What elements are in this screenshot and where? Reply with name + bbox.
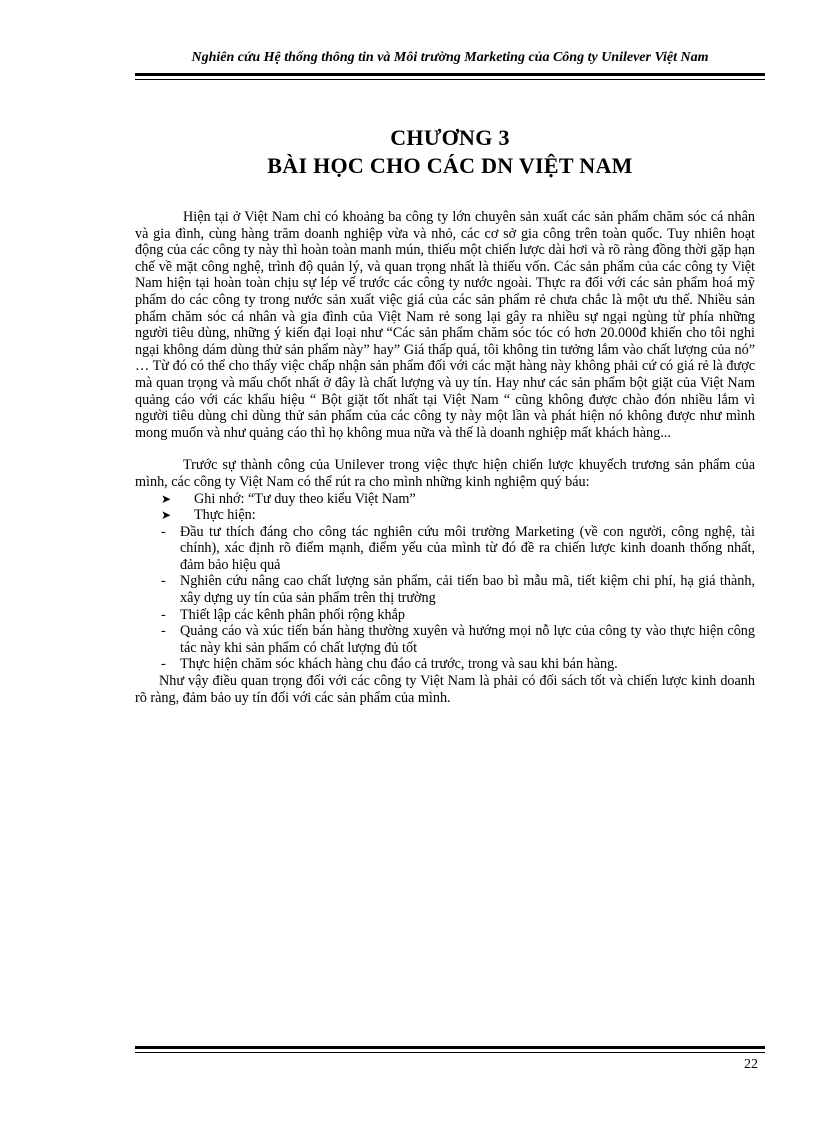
dash-item-text: Đầu tư thích đáng cho công tác nghiên cứu môi trường Marketing (về con người, công nghệ, tài chính), xác định rõ điểm mạnh, điểm yếu của mình từ đó đề ra chiến lược kinh doanh thống nhất, đảm bảo hiệu quả (180, 523, 755, 573)
paragraph: Hiện tại ở Việt Nam chỉ có khoảng ba công ty lớn chuyên sản xuất các sản phẩm chăm sóc cá nhân và gia đình, cùng hàng trăm doanh nghiệp vừa và nhỏ, các cơ sở gia công trên toàn quốc. Tuy nhiên hoạt động của các công ty này thì hoàn toàn manh mún, thiếu một chiến lược dài hơi và rõ ràng đồng thời gặp hạn chế về mặt công nghệ, trình độ quản lý, và quan trọng nhất là thiếu vốn. Các sản phẩm của các công ty Việt Nam hiện tại hoàn toàn chịu sự lép vế trước các công ty nước ngoài. Thực ra đối với các sản phẩm hoá mỹ phẩm do các công ty trong nước sản xuất việc giá của các sản phẩm rẻ chưa chắc là một ưu thế. Nhiều sản phẩm chăm sóc cá nhân và gia đình của Việt Nam rẻ song lại gây ra nhiều sự ngại ngùng từ phía những người tiêu dùng, những ý kiến đại loại như “Các sản phẩm chăm sóc tóc có hơn 20.000đ khiến cho tôi nghi ngại không dám dùng thử sản phẩm này” hay” Giá thấp quá, tôi không tin tưởng lắm vào chất lượng của nó” … Từ đó có thể cho thấy việc chấp nhận sản phẩm đối với các mặt hàng này không phải cứ có giá rẻ là được mà quan trọng và mấu chốt nhất ở đây là chất lượng và uy tín. Hay như các sản phẩm bột giặt của Việt Nam quảng cáo với các khẩu hiệu “ Bột giặt tốt nhất tại Việt Nam “ cũng không được chào đón nhiều lắm vì người tiêu dùng chỉ dùng thử sản phẩm của các công ty này một lần và phát hiện nó không được như mình mong muốn và như quảng cáo thì họ không mua nữa và thế là doanh nghiệp mất khách hàng... (135, 209, 755, 441)
dash-item (135, 656, 755, 673)
dash-bullet: - (161, 573, 166, 590)
dash-item (135, 573, 755, 606)
dash-bullet: - (161, 523, 166, 540)
closing-paragraph: Như vậy điều quan trọng đối với các công ty Việt Nam là phải có đối sách tốt và chiến lược kinh doanh rõ ràng, đảm bảo uy tín đối với các sản phẩm của mình. (135, 673, 755, 706)
dash-item-text: Thiết lập các kênh phân phối rộng khắp (180, 606, 405, 623)
footer-rule-thick (135, 1046, 765, 1049)
dash-item-text: Thực hiện chăm sóc khách hàng chu đáo cả trước, trong và sau khi bán hàng. (180, 656, 618, 673)
chapter-number: CHƯƠNG 3 (390, 125, 510, 150)
arrow-bullet-icon: ➤ (161, 508, 172, 523)
dash-item (135, 524, 755, 574)
dash-bullet: - (161, 623, 166, 640)
bullet-text: Ghi nhớ: “Tư duy theo kiểu Việt Nam” (194, 490, 416, 507)
header-rule-thin (135, 79, 765, 80)
chapter-title: BÀI HỌC CHO CÁC DN VIỆT NAM (267, 153, 633, 178)
document-body (135, 209, 755, 706)
dash-item (135, 607, 755, 624)
page-number: 22 (744, 1057, 758, 1072)
dash-bullet: - (161, 656, 166, 673)
dash-bullet: - (161, 606, 166, 623)
bullet-item (135, 507, 755, 524)
bullet-item (135, 491, 755, 508)
paragraph: Trước sự thành công của Unilever trong việc thực hiện chiến lược khuyếch trương sản phẩm của mình, các công ty Việt Nam có thể rút ra cho mình những kinh nghiệm quý báu: (135, 457, 755, 490)
footer-rule-thin (135, 1052, 765, 1053)
dash-item-text: Nghiên cứu nâng cao chất lượng sản phẩm, cải tiến bao bì mẫu mã, tiết kiệm chi phí, hạ giá thành, xây dựng uy tín của sản phẩm trên thị trường (180, 573, 755, 607)
dash-item-text: Quảng cáo và xúc tiến bán hàng thường xuyên và hướng mọi nỗ lực của công ty vào thực hiện công tác này khi sản phẩm có chất lượng đủ tốt (180, 623, 755, 656)
running-header: Nghiên cứu Hệ thống thông tin và Môi trường Marketing của Công ty Unilever Việt Nam (191, 50, 709, 65)
bullet-text: Thực hiện: (194, 507, 256, 524)
dash-item (135, 623, 755, 656)
arrow-bullet-icon: ➤ (161, 491, 172, 506)
header-rule-thick (135, 73, 765, 76)
